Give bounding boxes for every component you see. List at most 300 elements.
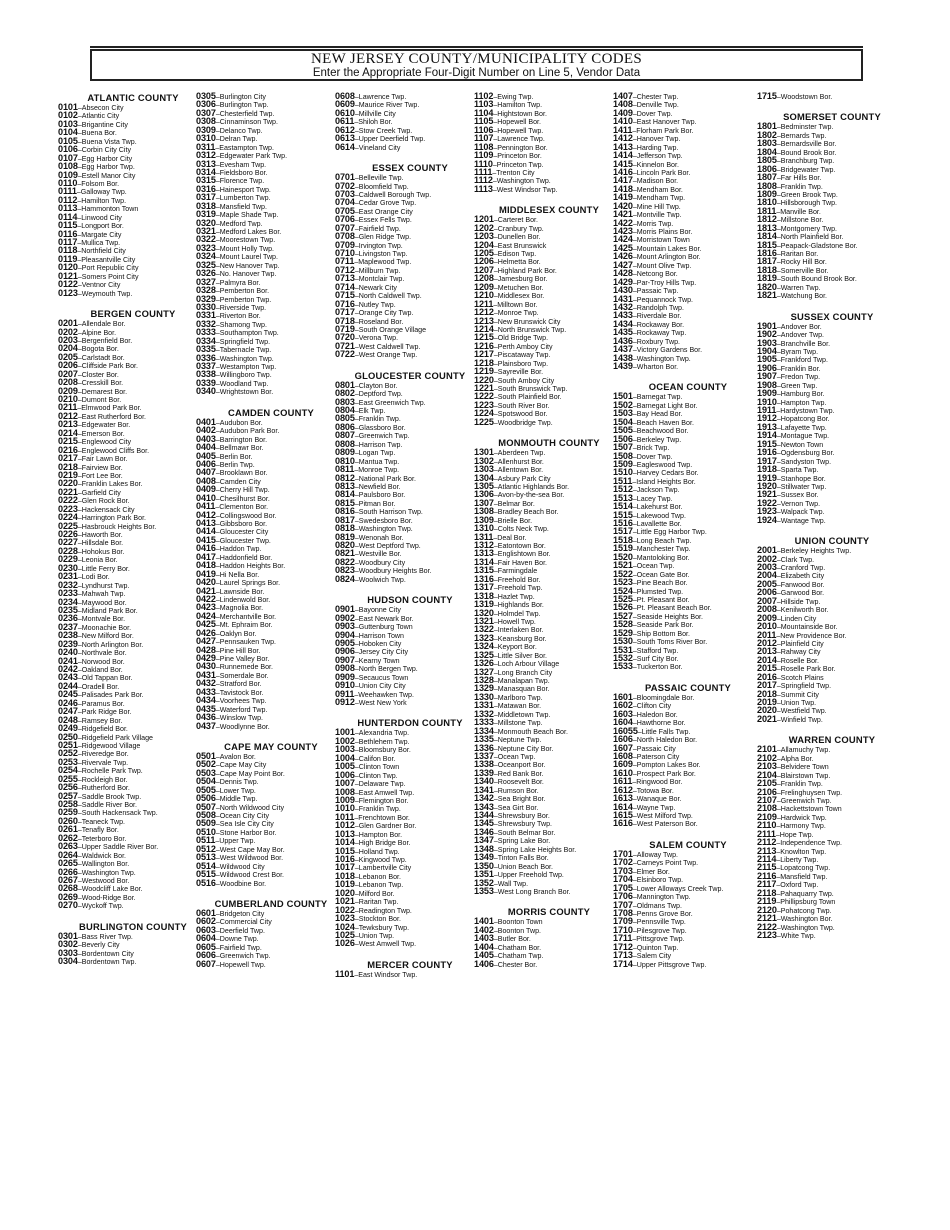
county-group bbox=[757, 92, 907, 100]
municipality-entry bbox=[196, 502, 346, 510]
code-separator: – bbox=[215, 419, 220, 427]
municipality-name: Neptune Twp. bbox=[497, 736, 542, 745]
municipality-code: 0312 bbox=[196, 150, 216, 161]
municipality-entry bbox=[757, 389, 907, 397]
code-separator: – bbox=[215, 622, 220, 630]
municipality-name: Haddon Twp. bbox=[219, 545, 262, 554]
municipality-name: Freehold Twp. bbox=[497, 584, 543, 593]
municipality-name: Lawrence Twp. bbox=[358, 93, 407, 101]
code-separator: – bbox=[776, 251, 781, 258]
municipality-code: 2117 bbox=[757, 879, 777, 890]
municipality-entry bbox=[613, 362, 763, 370]
municipality-name: Mount Olive Twp. bbox=[636, 261, 692, 270]
municipality-entry bbox=[196, 794, 346, 802]
column-4 bbox=[474, 92, 624, 968]
municipality-entry bbox=[757, 457, 907, 465]
municipality-name: Raritan Twp. bbox=[358, 898, 399, 907]
municipality-entry bbox=[58, 631, 208, 639]
municipality-entry bbox=[58, 437, 208, 445]
code-separator: – bbox=[632, 821, 637, 829]
municipality-entry bbox=[613, 468, 763, 476]
municipality-entry bbox=[196, 286, 346, 294]
municipality-entry bbox=[196, 452, 346, 460]
code-separator: – bbox=[493, 585, 498, 593]
municipality-code: 0311 bbox=[196, 141, 216, 152]
municipality-entry bbox=[757, 715, 907, 723]
municipality-entry bbox=[196, 379, 346, 387]
municipality-name: Stratford Bor. bbox=[219, 680, 262, 689]
municipality-name: Audubon Bor. bbox=[219, 418, 263, 427]
municipality-name: Alexandria Twp. bbox=[358, 729, 410, 738]
municipality-code: 1524 bbox=[613, 585, 633, 596]
municipality-code: 1910 bbox=[757, 396, 777, 407]
municipality-code: 2014 bbox=[757, 654, 777, 665]
municipality-entry bbox=[58, 876, 208, 884]
municipality-name: Northfield City bbox=[81, 247, 126, 256]
municipality-name: Little Egg Harbor Twp. bbox=[636, 528, 707, 537]
municipality-entry bbox=[196, 193, 346, 201]
code-separator: – bbox=[77, 548, 82, 556]
municipality-code: 1918 bbox=[757, 464, 777, 475]
code-separator: – bbox=[354, 764, 359, 772]
municipality-entry bbox=[757, 664, 907, 672]
municipality-entry bbox=[757, 605, 907, 613]
municipality-code: 0219 bbox=[58, 469, 78, 480]
code-separator: – bbox=[354, 890, 359, 898]
municipality-entry bbox=[613, 819, 763, 827]
municipality-code: 1502 bbox=[613, 399, 633, 410]
municipality-entry bbox=[196, 917, 346, 925]
code-separator: – bbox=[776, 924, 781, 932]
municipality-entry bbox=[196, 836, 346, 844]
municipality-code: 1914 bbox=[757, 430, 777, 441]
code-separator: – bbox=[77, 155, 82, 163]
municipality-code: 0303 bbox=[58, 947, 78, 958]
municipality-name: Fanwood Bor. bbox=[780, 580, 825, 589]
municipality-entry bbox=[757, 499, 907, 507]
municipality-code: 0240 bbox=[58, 647, 78, 658]
municipality-entry bbox=[58, 429, 208, 437]
municipality-entry bbox=[474, 100, 624, 108]
county-group bbox=[58, 92, 208, 297]
code-separator: – bbox=[354, 865, 359, 873]
code-separator: – bbox=[354, 831, 359, 839]
code-separator: – bbox=[632, 521, 637, 528]
municipality-entry bbox=[58, 395, 208, 403]
code-separator: – bbox=[776, 657, 781, 665]
municipality-entry bbox=[474, 541, 624, 549]
municipality-code: 1317 bbox=[474, 582, 494, 593]
municipality-code: 1431 bbox=[613, 293, 633, 304]
code-separator: – bbox=[493, 284, 498, 292]
municipality-code: 1346 bbox=[474, 826, 494, 837]
municipality-name: Hopatcong Bor. bbox=[780, 415, 830, 424]
municipality-code: 0309 bbox=[196, 124, 216, 135]
county-group bbox=[757, 723, 907, 939]
municipality-code: 0315 bbox=[196, 175, 216, 186]
code-separator: – bbox=[493, 276, 498, 284]
municipality-entry bbox=[613, 867, 763, 875]
municipality-code: 0250 bbox=[58, 731, 78, 742]
municipality-code: 2121 bbox=[757, 913, 777, 924]
municipality-code: 1008 bbox=[335, 786, 355, 797]
municipality-entry bbox=[196, 960, 346, 968]
municipality-entry bbox=[613, 494, 763, 502]
municipality-name: Montclair Twp. bbox=[358, 275, 405, 284]
municipality-entry bbox=[474, 701, 624, 709]
municipality-entry bbox=[58, 319, 208, 327]
municipality-entry bbox=[613, 210, 763, 218]
municipality-code: 0338 bbox=[196, 369, 216, 380]
municipality-name: Irvington Twp. bbox=[358, 241, 403, 250]
municipality-name: No. Hanover Twp. bbox=[219, 270, 277, 279]
code-separator: – bbox=[493, 961, 498, 969]
municipality-code: 0334 bbox=[196, 335, 216, 346]
county-heading: CAMDEN COUNTY bbox=[228, 406, 314, 418]
municipality-entry bbox=[757, 347, 907, 355]
municipality-name: Dumont Bor. bbox=[81, 396, 122, 404]
municipality-code: 0418 bbox=[196, 560, 216, 571]
municipality-entry bbox=[613, 536, 763, 544]
municipality-code: 0910 bbox=[335, 680, 355, 691]
municipality-entry bbox=[757, 914, 907, 922]
municipality-entry bbox=[335, 923, 485, 931]
municipality-name: North Arlington Bor. bbox=[81, 640, 144, 649]
municipality-entry bbox=[613, 744, 763, 752]
code-separator: – bbox=[77, 405, 82, 413]
municipality-code: 1601 bbox=[613, 691, 633, 702]
municipality-code: 0301 bbox=[58, 930, 78, 941]
municipality-name: Bellmawr Bor. bbox=[219, 444, 264, 453]
code-separator: – bbox=[354, 899, 359, 907]
municipality-code: 0908 bbox=[335, 663, 355, 674]
municipality-entry bbox=[58, 792, 208, 800]
municipality-entry bbox=[196, 92, 346, 100]
code-separator: – bbox=[215, 119, 220, 127]
municipality-code: 1816 bbox=[757, 248, 777, 258]
municipality-entry bbox=[196, 303, 346, 311]
code-separator: – bbox=[493, 593, 498, 601]
municipality-code: 1324 bbox=[474, 641, 494, 652]
municipality-code: 1020 bbox=[335, 887, 355, 898]
code-separator: – bbox=[215, 254, 220, 262]
municipality-code: 2112 bbox=[757, 837, 777, 848]
municipality-name: Clark Twp. bbox=[780, 555, 815, 564]
municipality-code: 1109 bbox=[474, 150, 494, 161]
municipality-entry bbox=[335, 448, 485, 456]
municipality-code: 1113 bbox=[474, 183, 493, 194]
municipality-name: Dover Twp. bbox=[636, 109, 673, 118]
code-separator: – bbox=[493, 234, 498, 242]
code-separator: – bbox=[776, 225, 781, 233]
code-separator: – bbox=[77, 827, 82, 835]
municipality-name: Brigantine City bbox=[81, 120, 128, 129]
municipality-name: Livingston Twp. bbox=[358, 250, 408, 258]
municipality-entry bbox=[613, 794, 763, 802]
municipality-name: Woodstown Bor. bbox=[780, 93, 833, 101]
code-separator: – bbox=[632, 944, 637, 952]
municipality-code: 1714 bbox=[613, 958, 633, 969]
municipality-entry bbox=[58, 361, 208, 369]
municipality-entry bbox=[335, 622, 485, 630]
municipality-entry bbox=[58, 884, 208, 892]
municipality-code: 0202 bbox=[58, 326, 78, 337]
municipality-entry bbox=[474, 185, 624, 193]
municipality-entry bbox=[474, 350, 624, 358]
municipality-name: Egg Harbor City bbox=[81, 154, 133, 163]
municipality-code: 1219 bbox=[474, 366, 494, 377]
municipality-entry bbox=[474, 474, 624, 482]
municipality-entry bbox=[335, 465, 485, 473]
code-separator: – bbox=[354, 789, 359, 797]
code-separator: – bbox=[493, 770, 498, 778]
code-separator: – bbox=[354, 450, 359, 458]
municipality-entry bbox=[335, 325, 485, 333]
municipality-entry bbox=[757, 706, 907, 714]
municipality-code: 1311 bbox=[474, 531, 494, 542]
municipality-code: 1330 bbox=[474, 691, 494, 702]
municipality-name: Clifton City bbox=[636, 702, 672, 711]
municipality-name: Washington Twp. bbox=[81, 868, 136, 877]
municipality-code: 0906 bbox=[335, 646, 355, 657]
municipality-entry bbox=[474, 117, 624, 125]
municipality-name: Woodbridge Twp. bbox=[497, 418, 553, 427]
municipality-code: 0220 bbox=[58, 478, 78, 489]
code-separator: – bbox=[493, 863, 498, 871]
municipality-entry bbox=[613, 570, 763, 578]
code-separator: – bbox=[77, 861, 82, 869]
code-separator: – bbox=[354, 916, 359, 924]
municipality-name: Delanco Twp. bbox=[219, 126, 263, 135]
municipality-entry bbox=[196, 362, 346, 370]
municipality-name: Fairview Bor. bbox=[81, 463, 123, 472]
municipality-code: 1703 bbox=[613, 865, 633, 876]
municipality-code: 0329 bbox=[196, 293, 216, 304]
municipality-entry bbox=[335, 490, 485, 498]
municipality-name: Clayton Bor. bbox=[358, 381, 398, 390]
municipality-name: Bloomingdale Bor. bbox=[636, 693, 695, 702]
municipality-code: 1402 bbox=[474, 924, 494, 935]
municipality-code: 0246 bbox=[58, 697, 78, 708]
municipality-code: 0110 bbox=[58, 177, 78, 188]
municipality-code: 1352 bbox=[474, 877, 494, 888]
code-separator: – bbox=[776, 857, 781, 864]
municipality-name: Howell Twp. bbox=[497, 617, 536, 626]
code-separator: – bbox=[77, 464, 82, 472]
code-separator: – bbox=[77, 180, 82, 188]
municipality-entry bbox=[196, 828, 346, 836]
municipality-code: 0322 bbox=[196, 234, 216, 245]
municipality-code: 1410 bbox=[613, 116, 633, 127]
municipality-name: Corbin City City bbox=[81, 146, 132, 155]
municipality-name: Maywood Bor. bbox=[81, 598, 127, 607]
municipality-name: Lower Twp. bbox=[219, 786, 256, 795]
municipality-code: 2015 bbox=[757, 663, 777, 674]
municipality-entry bbox=[196, 443, 346, 451]
municipality-entry bbox=[335, 690, 485, 698]
municipality-code: 1335 bbox=[474, 734, 494, 745]
municipality-code: 1222 bbox=[474, 391, 494, 402]
municipality-entry bbox=[474, 249, 624, 257]
municipality-name: Pitman Bor. bbox=[358, 499, 396, 508]
municipality-name: Delran Twp. bbox=[219, 135, 258, 144]
code-separator: – bbox=[493, 568, 498, 576]
municipality-entry bbox=[474, 384, 624, 392]
municipality-entry bbox=[613, 409, 763, 417]
municipality-name: Matawan Bor. bbox=[497, 702, 542, 711]
municipality-name: Pequannock Twp. bbox=[636, 295, 694, 304]
code-separator: – bbox=[493, 576, 498, 584]
municipality-entry bbox=[58, 213, 208, 221]
code-separator: – bbox=[354, 416, 359, 424]
code-separator: – bbox=[493, 686, 498, 694]
municipality-entry bbox=[58, 530, 208, 538]
code-separator: – bbox=[354, 738, 359, 746]
municipality-code: 1810 bbox=[757, 197, 777, 208]
municipality-name: Mahwah Twp. bbox=[81, 590, 126, 599]
municipality-code: 2006 bbox=[757, 587, 777, 598]
code-separator: – bbox=[493, 326, 498, 334]
municipality-name: West New York bbox=[358, 699, 407, 707]
municipality-entry bbox=[58, 682, 208, 690]
municipality-code: 0403 bbox=[196, 433, 216, 444]
municipality-name: Phillipsburg Town bbox=[780, 898, 836, 907]
code-separator: – bbox=[493, 94, 498, 101]
municipality-entry bbox=[757, 440, 907, 448]
code-separator: – bbox=[215, 647, 220, 655]
municipality-name: Saddle River Bor. bbox=[81, 801, 137, 809]
municipality-name: Lower Alloways Creek Twp. bbox=[636, 884, 724, 893]
municipality-name: Washington Twp. bbox=[636, 354, 691, 363]
municipality-name: South Belmar Bor. bbox=[497, 828, 556, 837]
municipality-code: 0715 bbox=[335, 290, 355, 301]
municipality-entry bbox=[757, 448, 907, 456]
code-separator: – bbox=[215, 779, 220, 787]
municipality-name: Eatontown Bor. bbox=[497, 542, 546, 550]
code-separator: – bbox=[215, 453, 220, 461]
municipality-entry bbox=[335, 779, 485, 787]
municipality-entry bbox=[58, 353, 208, 361]
municipality-entry bbox=[335, 558, 485, 566]
municipality-name: Knowlton Twp. bbox=[780, 847, 827, 856]
municipality-code: 0109 bbox=[58, 169, 78, 180]
code-separator: – bbox=[632, 770, 637, 778]
municipality-entry bbox=[474, 232, 624, 240]
municipality-entry bbox=[58, 859, 208, 867]
municipality-name: Rivervale Twp. bbox=[81, 758, 129, 767]
municipality-entry bbox=[757, 215, 907, 223]
municipality-name: Manalapan Twp. bbox=[497, 677, 550, 685]
municipality-name: Bogota Bor. bbox=[81, 345, 119, 354]
municipality-code: 1001 bbox=[335, 727, 355, 738]
municipality-name: Hasbrouck Heights Bor. bbox=[81, 522, 157, 531]
municipality-name: Wrightstown Bor. bbox=[219, 388, 274, 397]
municipality-name: Englewood City bbox=[81, 438, 132, 447]
municipality-name: Verona Twp. bbox=[358, 334, 399, 343]
code-separator: – bbox=[77, 515, 82, 523]
municipality-code: 1913 bbox=[757, 421, 777, 432]
municipality-name: Carneys Point Twp. bbox=[636, 859, 699, 868]
municipality-entry bbox=[474, 879, 624, 887]
code-separator: – bbox=[77, 742, 82, 750]
municipality-name: Woodlynne Bor. bbox=[219, 722, 270, 731]
municipality-entry bbox=[613, 858, 763, 866]
municipality-entry bbox=[196, 819, 346, 827]
municipality-code: 0608 bbox=[335, 91, 355, 101]
municipality-entry bbox=[474, 684, 624, 692]
municipality-name: Nutley Twp. bbox=[358, 300, 396, 309]
municipality-entry bbox=[335, 482, 485, 490]
code-separator: – bbox=[77, 641, 82, 649]
code-separator: – bbox=[215, 512, 220, 520]
municipality-name: Belmar Bor. bbox=[497, 499, 535, 508]
code-separator: – bbox=[77, 667, 82, 674]
municipality-name: Glen Gardner Bor. bbox=[358, 822, 417, 831]
municipality-name: Mendham Bor. bbox=[636, 185, 683, 194]
municipality-entry bbox=[335, 804, 485, 812]
code-separator: – bbox=[493, 711, 498, 719]
code-separator: – bbox=[493, 627, 498, 635]
municipality-entry bbox=[58, 614, 208, 622]
code-separator: – bbox=[632, 364, 637, 371]
code-separator: – bbox=[77, 565, 82, 573]
municipality-code: 1427 bbox=[613, 259, 633, 270]
municipality-entry bbox=[335, 300, 485, 308]
code-separator: – bbox=[632, 203, 637, 211]
municipality-entry bbox=[58, 272, 208, 280]
code-separator: – bbox=[632, 796, 637, 804]
code-separator: – bbox=[215, 470, 220, 478]
municipality-code: 0820 bbox=[335, 540, 355, 550]
code-separator: – bbox=[493, 720, 498, 728]
municipality-code: 0310 bbox=[196, 133, 216, 144]
code-separator: – bbox=[632, 860, 637, 868]
municipality-entry bbox=[196, 862, 346, 870]
code-separator: – bbox=[492, 169, 497, 177]
code-separator: – bbox=[77, 877, 82, 885]
code-separator: – bbox=[215, 212, 220, 220]
municipality-name: Fairfield Twp. bbox=[358, 224, 401, 233]
municipality-name: West Amwell Twp. bbox=[358, 940, 417, 949]
code-separator: – bbox=[354, 102, 359, 110]
code-separator: – bbox=[77, 282, 82, 290]
municipality-entry bbox=[613, 286, 763, 294]
municipality-entry bbox=[474, 215, 624, 223]
municipality-code: 1422 bbox=[613, 217, 633, 228]
municipality-name: Bernardsville Bor. bbox=[780, 140, 837, 149]
municipality-entry bbox=[474, 448, 624, 456]
code-separator: – bbox=[632, 436, 637, 444]
municipality-name: Ringwood Bor. bbox=[636, 778, 683, 787]
municipality-entry bbox=[474, 176, 624, 184]
municipality-code: 1705 bbox=[613, 882, 633, 893]
municipality-entry bbox=[58, 749, 208, 757]
municipality-entry bbox=[474, 325, 624, 333]
code-separator: – bbox=[215, 203, 220, 211]
municipality-name: Cresskill Bor. bbox=[81, 379, 124, 388]
municipality-entry bbox=[335, 109, 485, 117]
municipality-name: Plumsted Twp. bbox=[636, 587, 684, 596]
municipality-code: 1529 bbox=[613, 627, 633, 638]
municipality-entry bbox=[757, 838, 907, 846]
code-separator: – bbox=[215, 715, 220, 723]
municipality-name: Bordentown City bbox=[81, 949, 134, 958]
municipality-entry bbox=[58, 699, 208, 707]
municipality-name: Edgewater Bor. bbox=[81, 421, 131, 430]
municipality-code: 2107 bbox=[757, 794, 777, 805]
municipality-code: 1802 bbox=[757, 129, 777, 140]
municipality-entry bbox=[335, 431, 485, 439]
